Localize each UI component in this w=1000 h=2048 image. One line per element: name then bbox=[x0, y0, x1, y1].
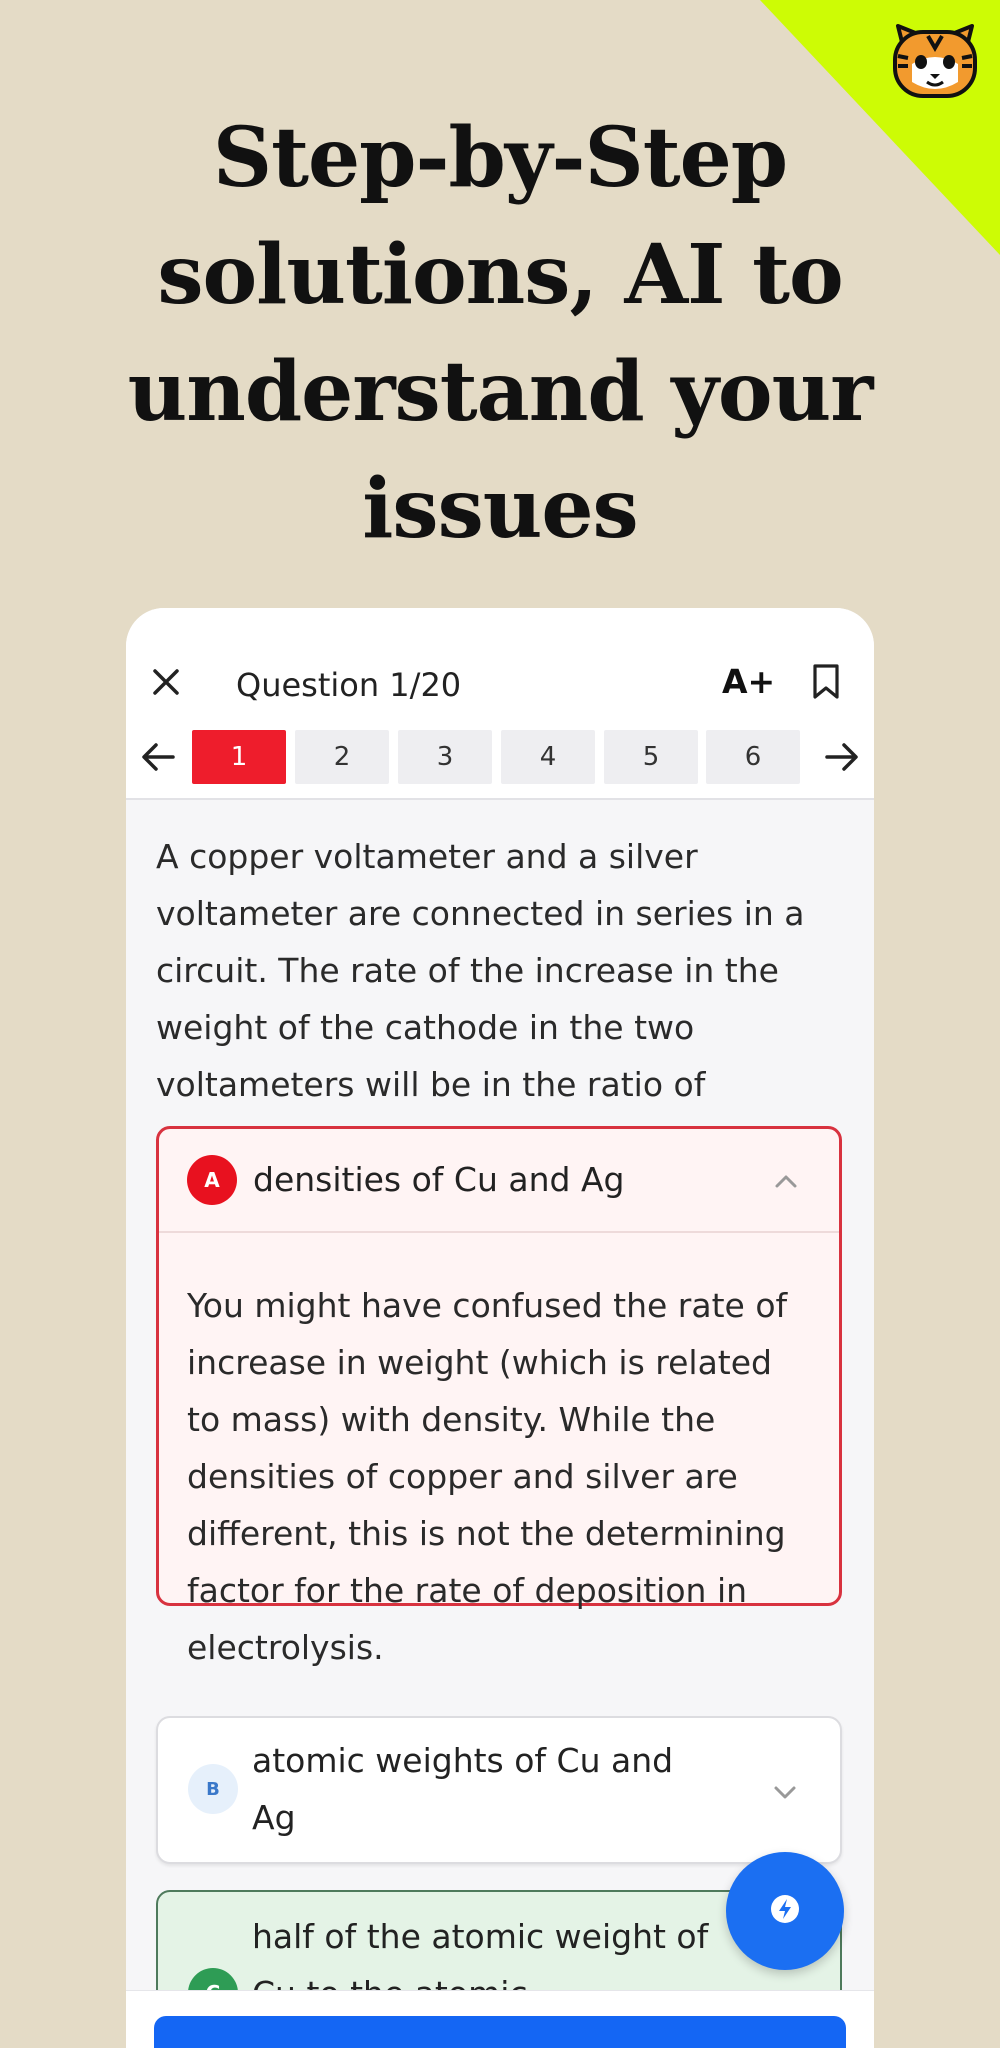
quiz-header bbox=[126, 608, 874, 800]
option-b-text: atomic weights of Cu and Ag bbox=[252, 1741, 674, 1837]
font-size-button[interactable]: A+ bbox=[722, 662, 776, 701]
option-a-text: densities of Cu and Ag bbox=[253, 1160, 625, 1199]
question-number-3[interactable]: 3 bbox=[398, 730, 492, 784]
option-b-badge: B bbox=[188, 1764, 238, 1814]
option-b[interactable] bbox=[156, 1716, 842, 1864]
arrow-left-icon[interactable] bbox=[136, 735, 180, 779]
bookmark-icon[interactable] bbox=[806, 660, 846, 704]
quiz-card bbox=[126, 608, 874, 2048]
tiger-mascot-icon bbox=[890, 22, 980, 100]
lightning-fab-button[interactable] bbox=[726, 1852, 844, 1970]
option-a[interactable] bbox=[156, 1126, 842, 1667]
question-counter: Question 1/20 bbox=[236, 666, 462, 704]
question-number-5[interactable]: 5 bbox=[604, 730, 698, 784]
question-number-1[interactable]: 1 bbox=[192, 730, 286, 784]
question-number-6[interactable]: 6 bbox=[706, 730, 800, 784]
primary-action-button[interactable] bbox=[154, 2016, 846, 2048]
question-number-2[interactable]: 2 bbox=[295, 730, 389, 784]
chevron-down-icon[interactable] bbox=[770, 1782, 800, 1802]
question-text: A copper voltameter and a silver voltameter are connected in series in a circuit. The rate of the increase in the weight of the cathode in the two voltameters will be in the ratio of bbox=[156, 837, 805, 1104]
headline: Step-by-Step solutions, AI to understand your issues bbox=[127, 110, 873, 557]
option-a-header[interactable] bbox=[159, 1129, 839, 1233]
option-c-text: half of the atomic weight of bbox=[252, 1917, 709, 1956]
lightning-icon bbox=[765, 1889, 805, 1933]
close-icon[interactable] bbox=[142, 658, 190, 706]
chevron-up-icon[interactable] bbox=[771, 1171, 801, 1191]
option-a-explanation: You might have confused the rate of increase in weight (which is related to mass) with density. While the densities of copper and silver are different, this is not the determining factor for the rate of deposition in electrolysis. bbox=[187, 1286, 788, 1667]
option-a-badge: A bbox=[187, 1155, 237, 1205]
arrow-right-icon[interactable] bbox=[820, 735, 864, 779]
question-number-4[interactable]: 4 bbox=[501, 730, 595, 784]
